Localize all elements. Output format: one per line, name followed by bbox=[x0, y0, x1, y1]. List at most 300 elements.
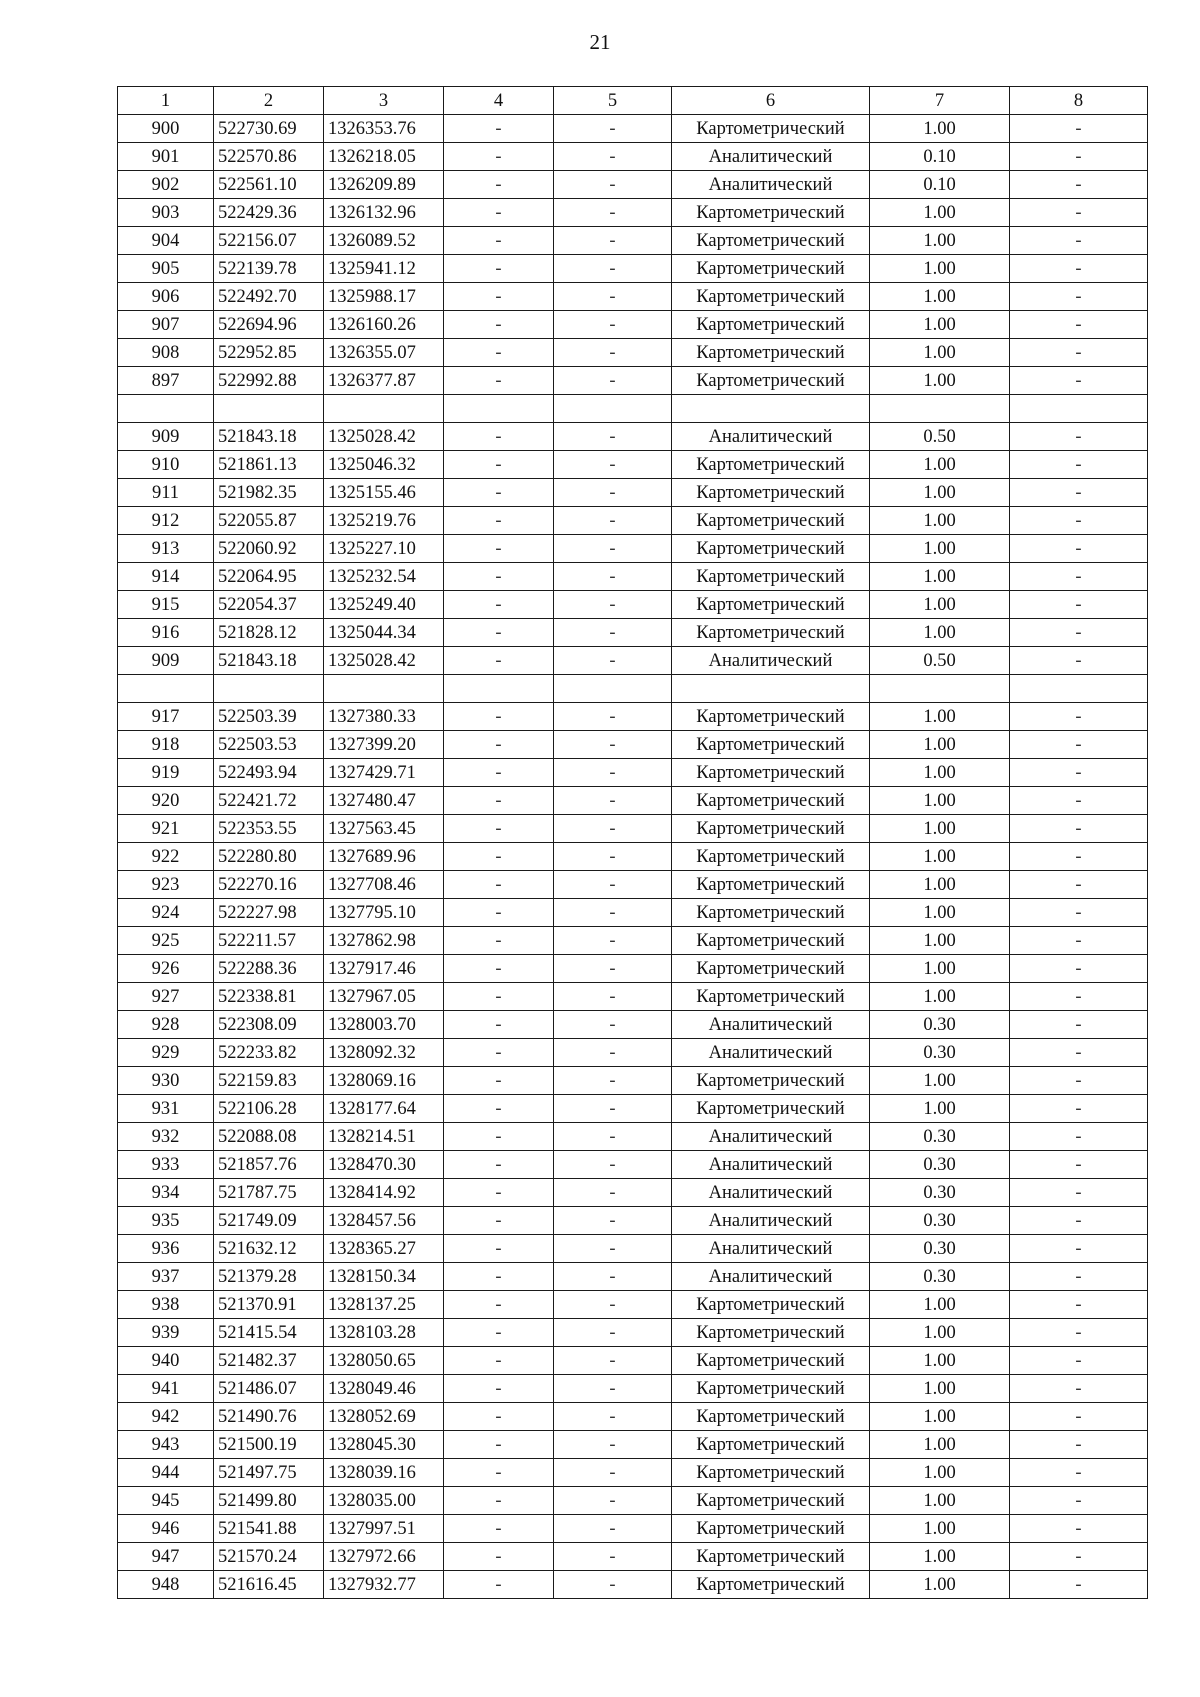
point-number-cell: 902 bbox=[118, 171, 214, 199]
point-number-cell: 913 bbox=[118, 535, 214, 563]
col8-cell: - bbox=[1010, 507, 1148, 535]
col4-cell: - bbox=[444, 1487, 554, 1515]
accuracy-cell: 1.00 bbox=[870, 1375, 1010, 1403]
method-cell: Картометрический bbox=[672, 815, 870, 843]
y-coordinate-cell: 1327972.66 bbox=[324, 1543, 444, 1571]
x-coordinate-cell: 521541.88 bbox=[214, 1515, 324, 1543]
accuracy-cell: 0.30 bbox=[870, 1039, 1010, 1067]
accuracy-cell: 1.00 bbox=[870, 815, 1010, 843]
col5-cell: - bbox=[554, 983, 672, 1011]
accuracy-cell: 0.30 bbox=[870, 1263, 1010, 1291]
accuracy-cell: 1.00 bbox=[870, 1095, 1010, 1123]
method-cell: Картометрический bbox=[672, 1319, 870, 1347]
col5-cell: - bbox=[554, 283, 672, 311]
col4-cell bbox=[444, 675, 554, 703]
x-coordinate-cell: 521415.54 bbox=[214, 1319, 324, 1347]
col4-cell: - bbox=[444, 255, 554, 283]
point-number-cell: 931 bbox=[118, 1095, 214, 1123]
point-number-cell: 928 bbox=[118, 1011, 214, 1039]
accuracy-cell: 1.00 bbox=[870, 283, 1010, 311]
accuracy-cell: 1.00 bbox=[870, 871, 1010, 899]
point-number-cell: 942 bbox=[118, 1403, 214, 1431]
y-coordinate-cell: 1328457.56 bbox=[324, 1207, 444, 1235]
y-coordinate-cell: 1325219.76 bbox=[324, 507, 444, 535]
accuracy-cell: 0.30 bbox=[870, 1123, 1010, 1151]
col4-cell: - bbox=[444, 507, 554, 535]
col4-cell: - bbox=[444, 927, 554, 955]
col8-cell bbox=[1010, 675, 1148, 703]
point-number-cell: 921 bbox=[118, 815, 214, 843]
y-coordinate-cell: 1327429.71 bbox=[324, 759, 444, 787]
col4-cell: - bbox=[444, 787, 554, 815]
col8-cell: - bbox=[1010, 1431, 1148, 1459]
x-coordinate-cell: 522338.81 bbox=[214, 983, 324, 1011]
x-coordinate-cell: 521482.37 bbox=[214, 1347, 324, 1375]
x-coordinate-cell: 522233.82 bbox=[214, 1039, 324, 1067]
x-coordinate-cell: 522503.39 bbox=[214, 703, 324, 731]
x-coordinate-cell: 522064.95 bbox=[214, 563, 324, 591]
col8-cell: - bbox=[1010, 731, 1148, 759]
table-row bbox=[118, 1431, 1148, 1459]
accuracy-cell: 1.00 bbox=[870, 255, 1010, 283]
y-coordinate-cell: 1325941.12 bbox=[324, 255, 444, 283]
col5-cell: - bbox=[554, 143, 672, 171]
y-coordinate-cell: 1328103.28 bbox=[324, 1319, 444, 1347]
y-coordinate-cell: 1328414.92 bbox=[324, 1179, 444, 1207]
col5-cell: - bbox=[554, 1487, 672, 1515]
table-row bbox=[118, 1403, 1148, 1431]
page-number: 21 bbox=[589, 30, 611, 54]
method-cell: Картометрический bbox=[672, 731, 870, 759]
y-coordinate-cell: 1325249.40 bbox=[324, 591, 444, 619]
x-coordinate-cell: 522421.72 bbox=[214, 787, 324, 815]
col5-cell: - bbox=[554, 647, 672, 675]
method-cell: Картометрический bbox=[672, 311, 870, 339]
col5-cell: - bbox=[554, 479, 672, 507]
table-row bbox=[118, 367, 1148, 395]
method-cell: Картометрический bbox=[672, 899, 870, 927]
col8-cell: - bbox=[1010, 899, 1148, 927]
col4-cell: - bbox=[444, 283, 554, 311]
col4-cell: - bbox=[444, 731, 554, 759]
point-number-cell: 904 bbox=[118, 227, 214, 255]
col4-cell: - bbox=[444, 1375, 554, 1403]
x-coordinate-cell bbox=[214, 395, 324, 423]
col8-cell: - bbox=[1010, 1375, 1148, 1403]
method-cell: Картометрический bbox=[672, 759, 870, 787]
accuracy-cell: 1.00 bbox=[870, 731, 1010, 759]
col4-cell: - bbox=[444, 535, 554, 563]
table-row bbox=[118, 1207, 1148, 1235]
col4-cell: - bbox=[444, 1515, 554, 1543]
col8-cell: - bbox=[1010, 871, 1148, 899]
col5-cell: - bbox=[554, 451, 672, 479]
point-number-cell: 930 bbox=[118, 1067, 214, 1095]
y-coordinate-cell: 1328365.27 bbox=[324, 1235, 444, 1263]
accuracy-cell: 0.30 bbox=[870, 1235, 1010, 1263]
point-number-cell: 911 bbox=[118, 479, 214, 507]
x-coordinate-cell: 522280.80 bbox=[214, 843, 324, 871]
table-row bbox=[118, 955, 1148, 983]
col4-cell: - bbox=[444, 1207, 554, 1235]
col5-cell: - bbox=[554, 1263, 672, 1291]
col4-cell: - bbox=[444, 983, 554, 1011]
table-row bbox=[118, 871, 1148, 899]
point-number-cell: 910 bbox=[118, 451, 214, 479]
method-cell: Картометрический bbox=[672, 1403, 870, 1431]
x-coordinate-cell: 522270.16 bbox=[214, 871, 324, 899]
col8-cell: - bbox=[1010, 367, 1148, 395]
y-coordinate-cell: 1325232.54 bbox=[324, 563, 444, 591]
x-coordinate-cell: 521749.09 bbox=[214, 1207, 324, 1235]
table-row bbox=[118, 339, 1148, 367]
method-cell: Картометрический bbox=[672, 927, 870, 955]
col8-cell: - bbox=[1010, 339, 1148, 367]
method-cell: Картометрический bbox=[672, 1515, 870, 1543]
column-header: 8 bbox=[1010, 87, 1148, 115]
accuracy-cell bbox=[870, 675, 1010, 703]
point-number-cell: 948 bbox=[118, 1571, 214, 1599]
col4-cell: - bbox=[444, 1319, 554, 1347]
point-number-cell: 918 bbox=[118, 731, 214, 759]
col8-cell: - bbox=[1010, 283, 1148, 311]
table-row bbox=[118, 535, 1148, 563]
method-cell: Картометрический bbox=[672, 535, 870, 563]
x-coordinate-cell: 522060.92 bbox=[214, 535, 324, 563]
col5-cell: - bbox=[554, 1319, 672, 1347]
accuracy-cell: 1.00 bbox=[870, 927, 1010, 955]
coordinates-table bbox=[117, 86, 1148, 1599]
accuracy-cell: 0.30 bbox=[870, 1179, 1010, 1207]
x-coordinate-cell: 522429.36 bbox=[214, 199, 324, 227]
col5-cell: - bbox=[554, 1459, 672, 1487]
y-coordinate-cell: 1327862.98 bbox=[324, 927, 444, 955]
col8-cell: - bbox=[1010, 983, 1148, 1011]
col4-cell: - bbox=[444, 227, 554, 255]
coordinates-table-wrapper bbox=[117, 86, 1147, 1599]
col8-cell: - bbox=[1010, 1151, 1148, 1179]
accuracy-cell: 1.00 bbox=[870, 843, 1010, 871]
col4-cell: - bbox=[444, 619, 554, 647]
point-number-cell: 914 bbox=[118, 563, 214, 591]
method-cell: Картометрический bbox=[672, 703, 870, 731]
accuracy-cell: 1.00 bbox=[870, 1403, 1010, 1431]
point-number-cell: 925 bbox=[118, 927, 214, 955]
table-spacer-row bbox=[118, 675, 1148, 703]
accuracy-cell: 1.00 bbox=[870, 367, 1010, 395]
point-number-cell: 947 bbox=[118, 1543, 214, 1571]
y-coordinate-cell: 1326218.05 bbox=[324, 143, 444, 171]
table-row bbox=[118, 451, 1148, 479]
x-coordinate-cell bbox=[214, 675, 324, 703]
col5-cell: - bbox=[554, 1543, 672, 1571]
col5-cell: - bbox=[554, 1095, 672, 1123]
table-row bbox=[118, 1571, 1148, 1599]
col4-cell: - bbox=[444, 199, 554, 227]
col4-cell: - bbox=[444, 1179, 554, 1207]
point-number-cell: 909 bbox=[118, 423, 214, 451]
accuracy-cell: 1.00 bbox=[870, 535, 1010, 563]
col4-cell: - bbox=[444, 1235, 554, 1263]
point-number-cell: 905 bbox=[118, 255, 214, 283]
col5-cell: - bbox=[554, 703, 672, 731]
col5-cell: - bbox=[554, 171, 672, 199]
col8-cell: - bbox=[1010, 311, 1148, 339]
y-coordinate-cell: 1328049.46 bbox=[324, 1375, 444, 1403]
col8-cell: - bbox=[1010, 1459, 1148, 1487]
col5-cell: - bbox=[554, 899, 672, 927]
col8-cell: - bbox=[1010, 1235, 1148, 1263]
accuracy-cell: 1.00 bbox=[870, 1291, 1010, 1319]
point-number-cell: 927 bbox=[118, 983, 214, 1011]
y-coordinate-cell bbox=[324, 675, 444, 703]
col8-cell: - bbox=[1010, 1263, 1148, 1291]
col8-cell: - bbox=[1010, 1291, 1148, 1319]
y-coordinate-cell: 1328470.30 bbox=[324, 1151, 444, 1179]
y-coordinate-cell: 1326089.52 bbox=[324, 227, 444, 255]
method-cell: Аналитический bbox=[672, 1039, 870, 1067]
col5-cell: - bbox=[554, 423, 672, 451]
col5-cell: - bbox=[554, 927, 672, 955]
col5-cell bbox=[554, 395, 672, 423]
y-coordinate-cell: 1328050.65 bbox=[324, 1347, 444, 1375]
col4-cell: - bbox=[444, 647, 554, 675]
col8-cell: - bbox=[1010, 1179, 1148, 1207]
col5-cell: - bbox=[554, 1235, 672, 1263]
col4-cell: - bbox=[444, 339, 554, 367]
col5-cell: - bbox=[554, 787, 672, 815]
column-header: 4 bbox=[444, 87, 554, 115]
col8-cell: - bbox=[1010, 1095, 1148, 1123]
y-coordinate-cell: 1327708.46 bbox=[324, 871, 444, 899]
y-coordinate-cell: 1326209.89 bbox=[324, 171, 444, 199]
table-row bbox=[118, 563, 1148, 591]
table-row bbox=[118, 983, 1148, 1011]
accuracy-cell: 1.00 bbox=[870, 1515, 1010, 1543]
table-row bbox=[118, 227, 1148, 255]
x-coordinate-cell: 522561.10 bbox=[214, 171, 324, 199]
x-coordinate-cell: 521486.07 bbox=[214, 1375, 324, 1403]
point-number-cell: 944 bbox=[118, 1459, 214, 1487]
y-coordinate-cell: 1328003.70 bbox=[324, 1011, 444, 1039]
x-coordinate-cell: 522054.37 bbox=[214, 591, 324, 619]
table-row bbox=[118, 1543, 1148, 1571]
table-body bbox=[118, 115, 1148, 1599]
column-header: 7 bbox=[870, 87, 1010, 115]
col8-cell: - bbox=[1010, 143, 1148, 171]
point-number-cell: 900 bbox=[118, 115, 214, 143]
col4-cell: - bbox=[444, 1543, 554, 1571]
accuracy-cell: 1.00 bbox=[870, 339, 1010, 367]
y-coordinate-cell: 1328069.16 bbox=[324, 1067, 444, 1095]
col5-cell: - bbox=[554, 1067, 672, 1095]
table-row bbox=[118, 311, 1148, 339]
y-coordinate-cell: 1327967.05 bbox=[324, 983, 444, 1011]
col5-cell: - bbox=[554, 1179, 672, 1207]
method-cell bbox=[672, 395, 870, 423]
method-cell: Картометрический bbox=[672, 1375, 870, 1403]
col4-cell: - bbox=[444, 843, 554, 871]
table-row bbox=[118, 283, 1148, 311]
y-coordinate-cell: 1327917.46 bbox=[324, 955, 444, 983]
col4-cell: - bbox=[444, 451, 554, 479]
col5-cell: - bbox=[554, 815, 672, 843]
col5-cell: - bbox=[554, 563, 672, 591]
table-row bbox=[118, 1151, 1148, 1179]
table-row bbox=[118, 1487, 1148, 1515]
point-number-cell: 941 bbox=[118, 1375, 214, 1403]
accuracy-cell: 1.00 bbox=[870, 479, 1010, 507]
method-cell: Картометрический bbox=[672, 339, 870, 367]
point-number-cell: 907 bbox=[118, 311, 214, 339]
x-coordinate-cell: 522055.87 bbox=[214, 507, 324, 535]
table-row bbox=[118, 143, 1148, 171]
x-coordinate-cell: 522227.98 bbox=[214, 899, 324, 927]
y-coordinate-cell: 1328052.69 bbox=[324, 1403, 444, 1431]
y-coordinate-cell: 1326132.96 bbox=[324, 199, 444, 227]
point-number-cell: 915 bbox=[118, 591, 214, 619]
y-coordinate-cell: 1326377.87 bbox=[324, 367, 444, 395]
col5-cell: - bbox=[554, 1515, 672, 1543]
table-row bbox=[118, 703, 1148, 731]
col8-cell: - bbox=[1010, 1067, 1148, 1095]
accuracy-cell bbox=[870, 395, 1010, 423]
method-cell: Картометрический bbox=[672, 507, 870, 535]
col5-cell: - bbox=[554, 591, 672, 619]
col5-cell: - bbox=[554, 1431, 672, 1459]
point-number-cell: 897 bbox=[118, 367, 214, 395]
method-cell: Аналитический bbox=[672, 647, 870, 675]
col5-cell: - bbox=[554, 1571, 672, 1599]
method-cell: Картометрический bbox=[672, 1543, 870, 1571]
table-row bbox=[118, 1011, 1148, 1039]
col5-cell bbox=[554, 675, 672, 703]
x-coordinate-cell: 522992.88 bbox=[214, 367, 324, 395]
table-row bbox=[118, 199, 1148, 227]
method-cell: Картометрический bbox=[672, 199, 870, 227]
method-cell: Картометрический bbox=[672, 843, 870, 871]
col5-cell: - bbox=[554, 535, 672, 563]
col8-cell: - bbox=[1010, 535, 1148, 563]
accuracy-cell: 1.00 bbox=[870, 1347, 1010, 1375]
x-coordinate-cell: 521843.18 bbox=[214, 423, 324, 451]
accuracy-cell: 1.00 bbox=[870, 1459, 1010, 1487]
col8-cell: - bbox=[1010, 843, 1148, 871]
point-number-cell bbox=[118, 675, 214, 703]
col4-cell: - bbox=[444, 591, 554, 619]
method-cell: Аналитический bbox=[672, 1235, 870, 1263]
col8-cell: - bbox=[1010, 1515, 1148, 1543]
x-coordinate-cell: 522139.78 bbox=[214, 255, 324, 283]
table-row bbox=[118, 1263, 1148, 1291]
point-number-cell bbox=[118, 395, 214, 423]
point-number-cell: 906 bbox=[118, 283, 214, 311]
accuracy-cell: 0.10 bbox=[870, 171, 1010, 199]
col5-cell: - bbox=[554, 255, 672, 283]
col5-cell: - bbox=[554, 1011, 672, 1039]
x-coordinate-cell: 522159.83 bbox=[214, 1067, 324, 1095]
col5-cell: - bbox=[554, 199, 672, 227]
col8-cell: - bbox=[1010, 815, 1148, 843]
y-coordinate-cell: 1328039.16 bbox=[324, 1459, 444, 1487]
point-number-cell: 946 bbox=[118, 1515, 214, 1543]
table-row bbox=[118, 171, 1148, 199]
table-row bbox=[118, 1067, 1148, 1095]
y-coordinate-cell: 1328035.00 bbox=[324, 1487, 444, 1515]
x-coordinate-cell: 521632.12 bbox=[214, 1235, 324, 1263]
col4-cell: - bbox=[444, 871, 554, 899]
y-coordinate-cell: 1327795.10 bbox=[324, 899, 444, 927]
point-number-cell: 908 bbox=[118, 339, 214, 367]
point-number-cell: 929 bbox=[118, 1039, 214, 1067]
x-coordinate-cell: 522211.57 bbox=[214, 927, 324, 955]
point-number-cell: 926 bbox=[118, 955, 214, 983]
method-cell: Картометрический bbox=[672, 227, 870, 255]
col8-cell: - bbox=[1010, 1039, 1148, 1067]
col4-cell: - bbox=[444, 1571, 554, 1599]
method-cell: Картометрический bbox=[672, 1291, 870, 1319]
col5-cell: - bbox=[554, 731, 672, 759]
col8-cell: - bbox=[1010, 1543, 1148, 1571]
y-coordinate-cell: 1328214.51 bbox=[324, 1123, 444, 1151]
col8-cell: - bbox=[1010, 115, 1148, 143]
accuracy-cell: 0.50 bbox=[870, 647, 1010, 675]
method-cell: Картометрический bbox=[672, 1571, 870, 1599]
col4-cell: - bbox=[444, 1151, 554, 1179]
col5-cell: - bbox=[554, 339, 672, 367]
col4-cell: - bbox=[444, 1403, 554, 1431]
x-coordinate-cell: 522493.94 bbox=[214, 759, 324, 787]
method-cell: Аналитический bbox=[672, 1123, 870, 1151]
method-cell: Картометрический bbox=[672, 1459, 870, 1487]
accuracy-cell: 1.00 bbox=[870, 983, 1010, 1011]
table-row bbox=[118, 1375, 1148, 1403]
col4-cell: - bbox=[444, 479, 554, 507]
col4-cell: - bbox=[444, 311, 554, 339]
method-cell: Картометрический bbox=[672, 255, 870, 283]
col8-cell: - bbox=[1010, 1403, 1148, 1431]
table-row bbox=[118, 1347, 1148, 1375]
point-number-cell: 919 bbox=[118, 759, 214, 787]
point-number-cell: 937 bbox=[118, 1263, 214, 1291]
y-coordinate-cell: 1326355.07 bbox=[324, 339, 444, 367]
point-number-cell: 924 bbox=[118, 899, 214, 927]
method-cell bbox=[672, 675, 870, 703]
col5-cell: - bbox=[554, 1291, 672, 1319]
accuracy-cell: 1.00 bbox=[870, 1487, 1010, 1515]
x-coordinate-cell: 521982.35 bbox=[214, 479, 324, 507]
accuracy-cell: 1.00 bbox=[870, 1431, 1010, 1459]
y-coordinate-cell: 1325155.46 bbox=[324, 479, 444, 507]
method-cell: Аналитический bbox=[672, 1207, 870, 1235]
y-coordinate-cell: 1327997.51 bbox=[324, 1515, 444, 1543]
method-cell: Аналитический bbox=[672, 423, 870, 451]
y-coordinate-cell: 1328045.30 bbox=[324, 1431, 444, 1459]
point-number-cell: 920 bbox=[118, 787, 214, 815]
x-coordinate-cell: 522156.07 bbox=[214, 227, 324, 255]
col5-cell: - bbox=[554, 1207, 672, 1235]
table-row bbox=[118, 1459, 1148, 1487]
y-coordinate-cell: 1328137.25 bbox=[324, 1291, 444, 1319]
method-cell: Картометрический bbox=[672, 983, 870, 1011]
x-coordinate-cell: 522088.08 bbox=[214, 1123, 324, 1151]
y-coordinate-cell: 1325028.42 bbox=[324, 647, 444, 675]
col4-cell: - bbox=[444, 1263, 554, 1291]
method-cell: Картометрический bbox=[672, 1095, 870, 1123]
x-coordinate-cell: 522106.28 bbox=[214, 1095, 324, 1123]
col4-cell: - bbox=[444, 1039, 554, 1067]
col4-cell: - bbox=[444, 1095, 554, 1123]
